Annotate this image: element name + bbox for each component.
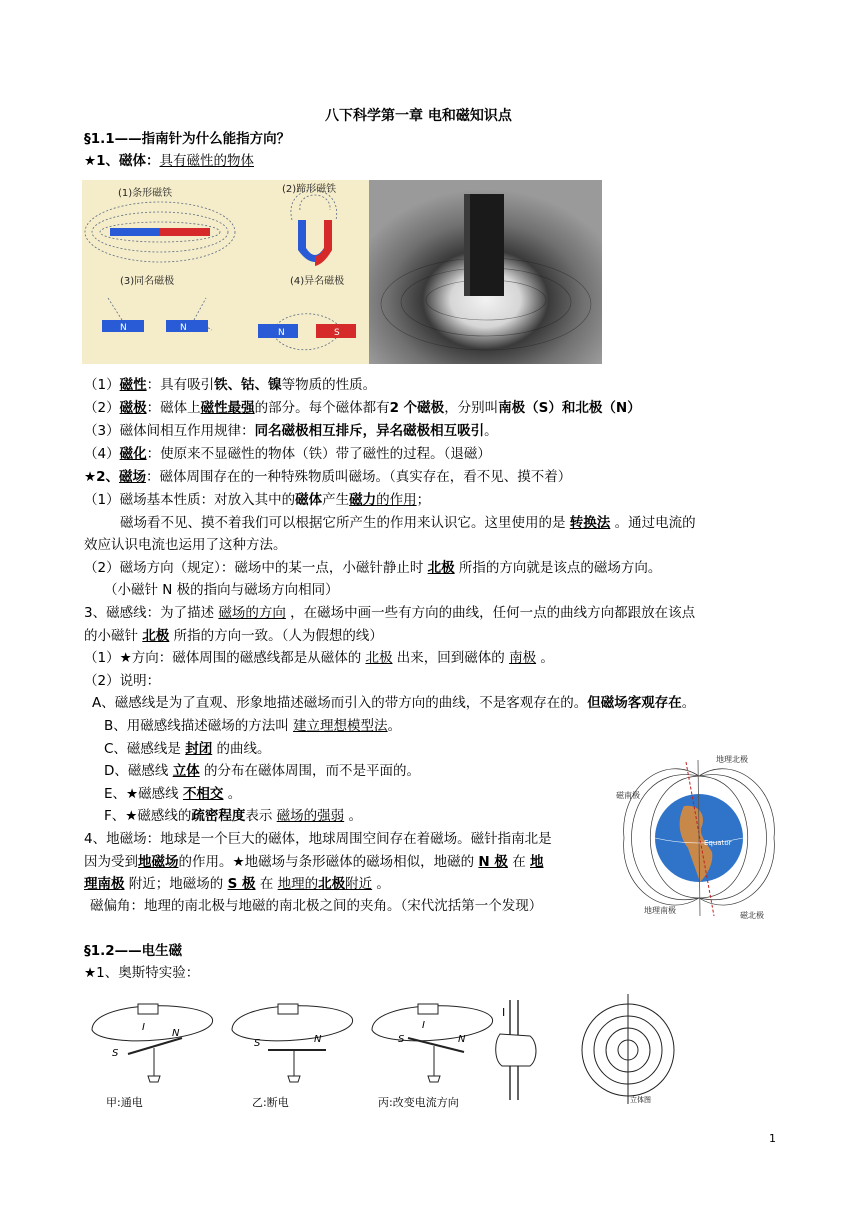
pole-n-label: N: [120, 323, 127, 333]
item-label: ★1、磁体：: [84, 153, 160, 169]
iron-filings-photo: [369, 180, 602, 364]
declination: 磁偏角：地理的南北极与地磁的南北极之间的夹角。（宋代沈括第一个发现）: [90, 898, 543, 914]
term: 磁场: [119, 469, 146, 485]
explanation-c: [104, 739, 271, 759]
blank-answer: 北极: [427, 560, 455, 576]
explanation-d: [104, 761, 420, 781]
text: 。: [372, 876, 390, 892]
text: 。: [484, 423, 498, 439]
text: 表示: [245, 808, 277, 824]
para-3-interaction: [84, 421, 498, 441]
text: 等物质的性质。: [281, 377, 377, 393]
label-bar-magnet: (1)条形磁铁: [118, 188, 173, 199]
keyword: 地磁场: [138, 854, 179, 870]
num: （1）: [84, 377, 120, 393]
para-4-magnetization: [84, 444, 491, 464]
pole-s-label: S: [334, 328, 340, 338]
label-unlike-poles: (4)异名磁极: [290, 276, 345, 287]
keyword: 磁性最强: [200, 400, 255, 416]
num: ★2、: [84, 469, 119, 485]
para-2-poles: [84, 398, 641, 418]
pole-s-label: S: [112, 1048, 119, 1059]
item-3-field-lines-2: [84, 626, 383, 646]
text: F、★磁感线的: [104, 808, 192, 824]
num: （2）: [84, 400, 120, 416]
text: 。: [681, 695, 696, 711]
text: ；: [416, 492, 431, 508]
page-title: 八下科学第一章 电和磁知识点: [325, 108, 512, 124]
term: 磁化: [119, 446, 147, 462]
earth-magnetic-field-figure: [614, 748, 784, 924]
text: E、★磁感线: [104, 786, 183, 802]
keyword: 疏密程度: [191, 808, 246, 824]
item-2-magnetic-field: [84, 467, 571, 487]
text: 的作用。★地磁场与条形磁体的磁场相似，地磁的: [178, 854, 479, 870]
item-1-magnet: [84, 151, 254, 171]
label-mag-south: 磁南极: [616, 791, 640, 800]
text: ，分别叫: [444, 400, 499, 416]
text: （1）磁场基本性质：对放入其中的: [84, 492, 296, 508]
pole-n-label: N: [172, 1028, 180, 1039]
label-geo-north: 地理北极: [716, 755, 748, 764]
current-label: I: [502, 1006, 506, 1019]
conversion-method-line-2: 效应认识电流也运用了这种方法。: [84, 537, 287, 553]
text: 的曲线。: [212, 741, 271, 757]
text: 出来，回到磁体的: [392, 650, 510, 666]
blank-answer: 地: [530, 854, 544, 870]
text: 产生: [322, 492, 350, 508]
text: （2）磁场方向（规定）：磁场中的某一点，小磁针静止时: [84, 560, 428, 576]
keyword: 铁、钴、镍: [214, 377, 282, 393]
item-4-line-3: [84, 874, 390, 894]
keyword: 2 个磁极: [389, 400, 445, 416]
text: （1）★方向：磁体周围的磁感线都是从磁体的: [84, 650, 366, 666]
text: 的分布在磁体周围，而不是平面的。: [199, 763, 420, 779]
explanation-e: [104, 784, 241, 804]
conversion-method-line: [120, 513, 696, 533]
blank-answer: 北极: [142, 628, 170, 644]
section-1-2-heading: §1.2——电生磁: [84, 943, 183, 959]
keyword: 但磁场客观存在: [587, 695, 682, 711]
field-direction: [84, 558, 661, 578]
keyword: 磁体: [295, 492, 323, 508]
text: 所指的方向就是该点的磁场方向。: [454, 560, 662, 576]
blank-answer: 磁场的方向: [218, 605, 286, 621]
text: ：磁体上: [146, 400, 201, 416]
label-geo-south: 地理南极: [644, 906, 676, 915]
keyword: 磁力: [349, 492, 377, 508]
section-1-1-heading: §1.1——指南针为什么能指方向？: [84, 131, 291, 147]
blank-answer: 北极: [365, 650, 393, 666]
blank-answer: 南极: [509, 650, 537, 666]
keyword: 同名磁极相互排斥，异名磁极相互吸引: [254, 423, 485, 439]
item-4-geomagnetism: 4、地磁场：地球是一个巨大的磁体，地球周围空间存在着磁场。磁针指南北是: [84, 831, 552, 847]
pole-n-label: N: [278, 328, 285, 338]
blank-answer: 理南极: [84, 876, 125, 892]
explanation-b: [104, 716, 401, 736]
text: 。通过电流的: [610, 515, 696, 531]
pole-n-label: N: [458, 1034, 466, 1045]
blank-answer: 转换法: [569, 515, 611, 531]
text: B、用磁感线描述磁场的方法叫: [104, 718, 294, 734]
blank-answer: N 极: [478, 854, 508, 870]
text: 附近；地磁场的: [124, 876, 228, 892]
caption-yi: 乙:断电: [252, 1096, 289, 1109]
page-number: 1: [769, 1132, 776, 1145]
blank-answer: 建立理想模型法: [293, 718, 388, 734]
explanation-a: [92, 693, 695, 713]
text: A、磁感线是为了直观、形象地描述磁场而引入的带方向的曲线，不是客观存在的。: [92, 695, 588, 711]
caption-bing: 丙:改变电流方向: [378, 1096, 459, 1109]
text: 3、磁感线：为了描述: [84, 605, 219, 621]
text: ，在磁场中画一些有方向的曲线，任何一点的曲线方向都跟放在该点: [285, 605, 696, 621]
term: 磁极: [119, 400, 147, 416]
item-3-field-lines: [84, 603, 695, 623]
pole-n-label: N: [180, 323, 187, 333]
text: 的部分。每个磁体都有: [254, 400, 390, 416]
text: C、磁感线是: [104, 741, 186, 757]
caption-jia: 甲:通电: [106, 1096, 143, 1109]
blank-answer: 不相交: [182, 786, 224, 802]
oersted-experiment: ★1、奥斯特实验：: [84, 965, 200, 981]
pole-n-label: N: [314, 1034, 322, 1045]
blank-answer: 磁场的强弱: [276, 808, 345, 824]
label-like-poles: (3)同名磁极: [120, 276, 175, 287]
field-property: [84, 490, 430, 510]
field-line-direction: [84, 648, 554, 668]
blank-answer: 北极: [318, 876, 346, 892]
current-label: I: [142, 1022, 145, 1033]
text: （3）磁体间相互作用规律：: [84, 423, 255, 439]
current-label: I: [422, 1020, 425, 1031]
text: 。: [387, 718, 402, 734]
blank-answer: 立体: [172, 763, 200, 779]
text: D、磁感线: [104, 763, 173, 779]
term: 磁性: [119, 377, 147, 393]
label-mag-north: 磁北极: [740, 911, 764, 920]
label-u-magnet: (2)蹄形磁铁: [282, 184, 337, 195]
text: ：磁体周围存在的一种特殊物质叫磁场。（真实存在，看不见、摸不着）: [146, 469, 572, 485]
pole-s-label: S: [254, 1038, 261, 1049]
text: 。: [223, 786, 242, 802]
blank-answer: 附近: [345, 876, 373, 892]
text: 的作用: [376, 492, 417, 508]
keyword: 南极（S）和北极（N）: [498, 400, 641, 416]
label-equator: Equator: [704, 839, 732, 847]
text: 的小磁针: [84, 628, 143, 644]
magnet-definition: 具有磁性的物体: [159, 153, 254, 169]
text: 在: [255, 876, 278, 892]
text: 所指的方向一致。（人为假想的线）: [169, 628, 383, 644]
para-1-magnetism: [84, 375, 376, 395]
item-4-line-2: [84, 852, 544, 872]
text: ：使原来不显磁性的物体（铁）带了磁性的过程。（退磁）: [146, 446, 491, 462]
text: 因为受到: [84, 854, 138, 870]
blank-answer: S 极: [227, 876, 256, 892]
text: ：具有吸引: [146, 377, 215, 393]
text: 。: [344, 808, 362, 824]
field-direction-note: （小磁针 N 极的指向与磁场方向相同）: [104, 582, 339, 598]
caption-3d: 立体图: [630, 1096, 651, 1104]
num: （4）: [84, 446, 120, 462]
text: 在: [507, 854, 530, 870]
blank-answer: 封闭: [185, 741, 213, 757]
text: 磁场看不见、摸不着我们可以根据它所产生的作用来认识它。这里使用的是: [120, 515, 570, 531]
magnet-diagrams-figure: [82, 180, 370, 364]
text: 。: [536, 650, 554, 666]
explanation-f: [104, 806, 362, 826]
pole-s-label: S: [398, 1034, 405, 1045]
oersted-experiment-figure: [82, 990, 702, 1114]
blank-answer: 地理的: [277, 876, 319, 892]
explanation-heading: （2）说明：: [84, 673, 161, 689]
